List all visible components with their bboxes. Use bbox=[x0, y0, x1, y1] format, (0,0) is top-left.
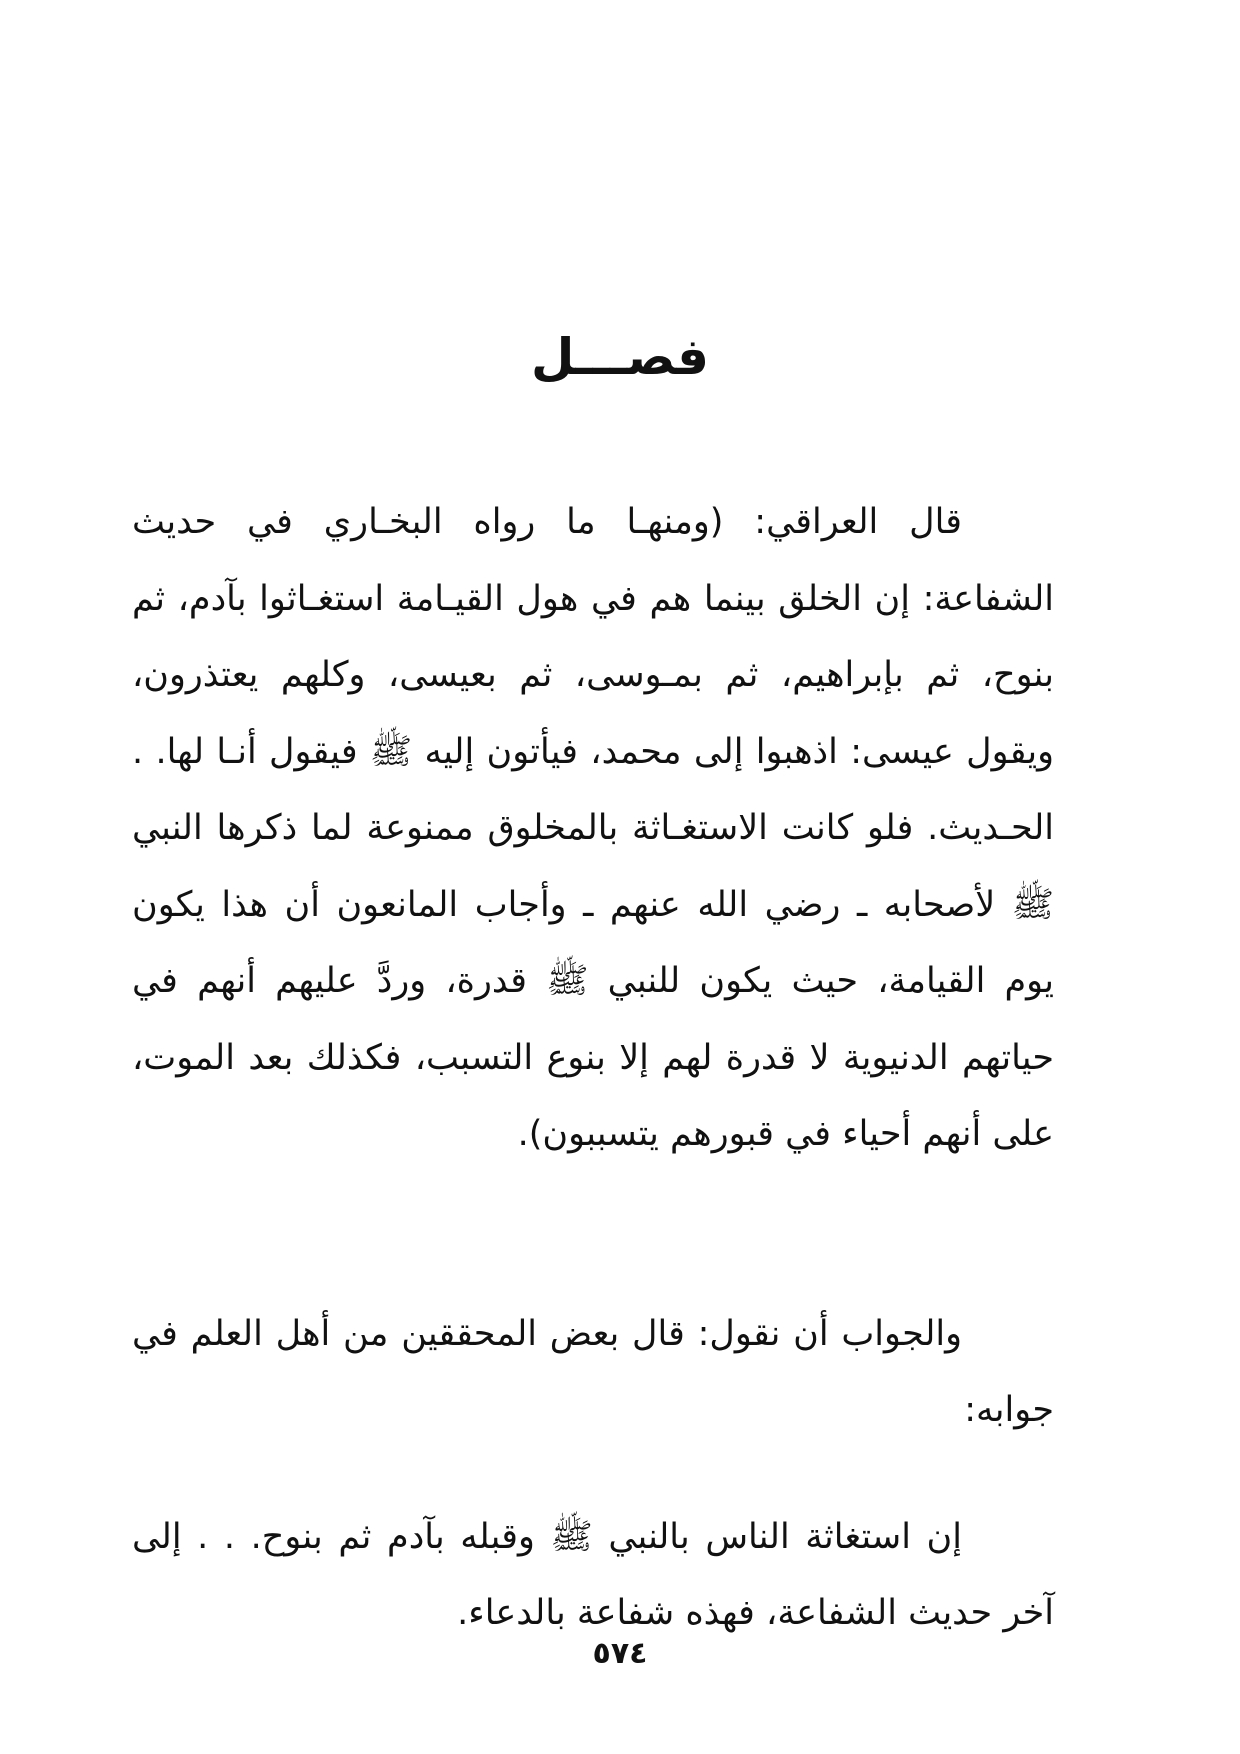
paragraph-answer-text: إن استغاثة الناس بالنبي ﷺ وقبله بآدم ثم بنوح. . . إلى آخر حديث الشفاعة، فهذه شفاعة بالدعاء. bbox=[132, 1517, 1054, 1633]
page-number: ٥٧٤ bbox=[592, 1636, 648, 1671]
section-heading: فصـــل bbox=[531, 328, 709, 386]
paragraph-quote: قال العراقي: (ومنهـا ما رواه البخـاري في حديث الشفاعة: إن الخلق بينما هم في هول القيـامة استغـاثوا بآدم، ثم بنوح، ثم بإبراهيم، ثم بمـوسى، ثم بعيسى، وكلهم يعتذرون، ويقول عيسى: اذهبوا إلى محمد، فيأتون إليه ﷺ فيقول أنـا لها. . الحـديث. فلو كانت الاستغـاثة بالمخلوق ممنوعة لما ذكرها النبي ﷺ لأصحابه ـ رضي الله عنهم ـ وأجاب المانعون أن هذا يكون يوم القيامة، حيث يكون للنبي ﷺ قدرة، وردَّ عليهم أنهم في حياتهم الدنيوية لا قدرة لهم إلا بنوع التسبب، فكذلك بعد الموت، على أنهم أحياء في قبورهم يتسببون). bbox=[132, 502, 1054, 1154]
paragraph-answer-intro: والجواب أن نقول: قال بعض المحققين من أهل العلم في جوابه: bbox=[132, 1314, 1054, 1430]
